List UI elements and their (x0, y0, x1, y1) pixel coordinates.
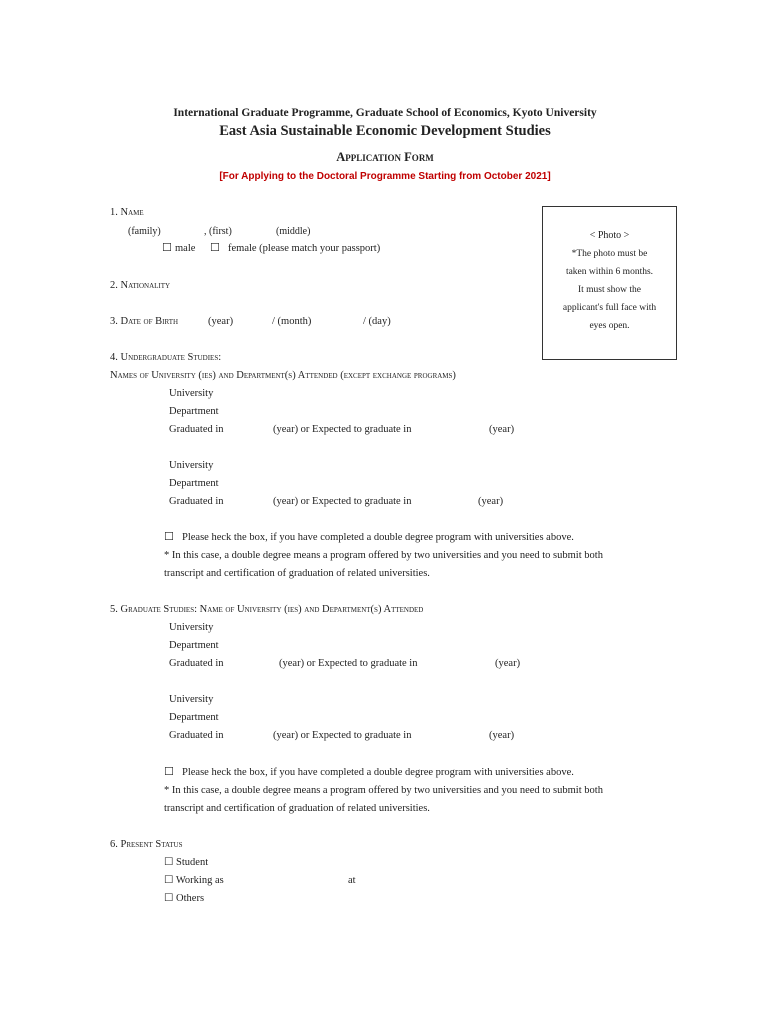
name-heading: 1. Name (110, 207, 144, 218)
form-title: Application Form (336, 150, 434, 164)
department-label: Department (169, 478, 219, 489)
male-checkbox[interactable]: ☐ (162, 241, 172, 254)
status-working-option[interactable]: ☐ Working as (164, 875, 224, 886)
photo-box[interactable] (542, 206, 677, 360)
university-label: University (169, 388, 214, 399)
double-degree-label: Please heck the box, if you have completed a double degree program with universities above. (182, 767, 574, 778)
photo-note-line: eyes open. (589, 321, 630, 331)
photo-note-line: *The photo must be (571, 249, 648, 259)
department-label: Department (169, 712, 219, 723)
header-institution: International Graduate Programme, Graduate School of Economics, Kyoto University (173, 107, 597, 119)
double-degree-label: Please heck the box, if you have completed a double degree program with universities above. (182, 532, 574, 543)
graduated-label: Graduated in (169, 496, 224, 507)
double-degree-note: * In this case, a double degree means a program offered by two universities and you need to submit both (164, 785, 603, 796)
double-degree-note: transcript and certification of graduation of related universities. (164, 803, 430, 814)
photo-note-line: taken within 6 months. (565, 267, 654, 277)
year-label: (year) (495, 658, 521, 669)
year-label: (year) (489, 424, 515, 435)
dob-year-label: (year) (208, 316, 234, 327)
expected-graduation-label: (year) or Expected to graduate in (273, 496, 412, 507)
double-degree-note: * In this case, a double degree means a program offered by two universities and you need to submit both (164, 550, 603, 561)
year-label: (year) (489, 730, 515, 741)
photo-title: < Photo > (589, 230, 630, 241)
department-label: Department (169, 406, 219, 417)
undergraduate-subheading: Names of University (ies) and Department(s) Attended (except exchange programs) (110, 370, 456, 381)
expected-graduation-label: (year) or Expected to graduate in (273, 730, 412, 741)
form-subtitle: [For Applying to the Doctoral Programme Starting from October 2021] (219, 171, 551, 182)
working-at-label: at (348, 875, 356, 886)
university-label: University (169, 460, 214, 471)
graduated-label: Graduated in (169, 730, 224, 741)
graduated-label: Graduated in (169, 658, 224, 669)
double-degree-checkbox-graduate[interactable]: ☐ (164, 765, 174, 778)
middle-name-label: (middle) (276, 226, 311, 237)
status-others-option[interactable]: ☐ Others (164, 893, 205, 904)
present-status-heading: 6. Present Status (110, 839, 183, 850)
graduated-label: Graduated in (169, 424, 224, 435)
dob-day-label: / (day) (363, 316, 391, 327)
photo-note-line: It must show the (577, 285, 642, 295)
first-name-label: , (first) (204, 226, 232, 237)
university-label: University (169, 694, 214, 705)
expected-graduation-label: (year) or Expected to graduate in (273, 424, 412, 435)
undergraduate-heading: 4. Undergraduate Studies: (110, 352, 222, 363)
header-programme-title: East Asia Sustainable Economic Development Studies (219, 123, 551, 139)
expected-graduation-label: (year) or Expected to graduate in (279, 658, 418, 669)
year-label: (year) (478, 496, 504, 507)
nationality-heading: 2. Nationality (110, 280, 171, 291)
male-label: male (175, 243, 196, 254)
double-degree-note: transcript and certification of graduation of related universities. (164, 568, 430, 579)
department-label: Department (169, 640, 219, 651)
university-label: University (169, 622, 214, 633)
double-degree-checkbox-undergrad[interactable]: ☐ (164, 530, 174, 543)
status-student-option[interactable]: ☐ Student (164, 857, 209, 868)
female-label: female (please match your passport) (228, 243, 381, 254)
female-checkbox[interactable]: ☐ (210, 241, 220, 254)
graduate-studies-heading: 5. Graduate Studies: Name of University (ies) and Department(s) Attended (110, 604, 424, 615)
dob-month-label: / (month) (272, 316, 312, 327)
date-of-birth-heading: 3. Date of Birth (110, 316, 179, 327)
photo-note-line: applicant's full face with (562, 303, 657, 313)
family-name-label: (family) (128, 226, 161, 237)
